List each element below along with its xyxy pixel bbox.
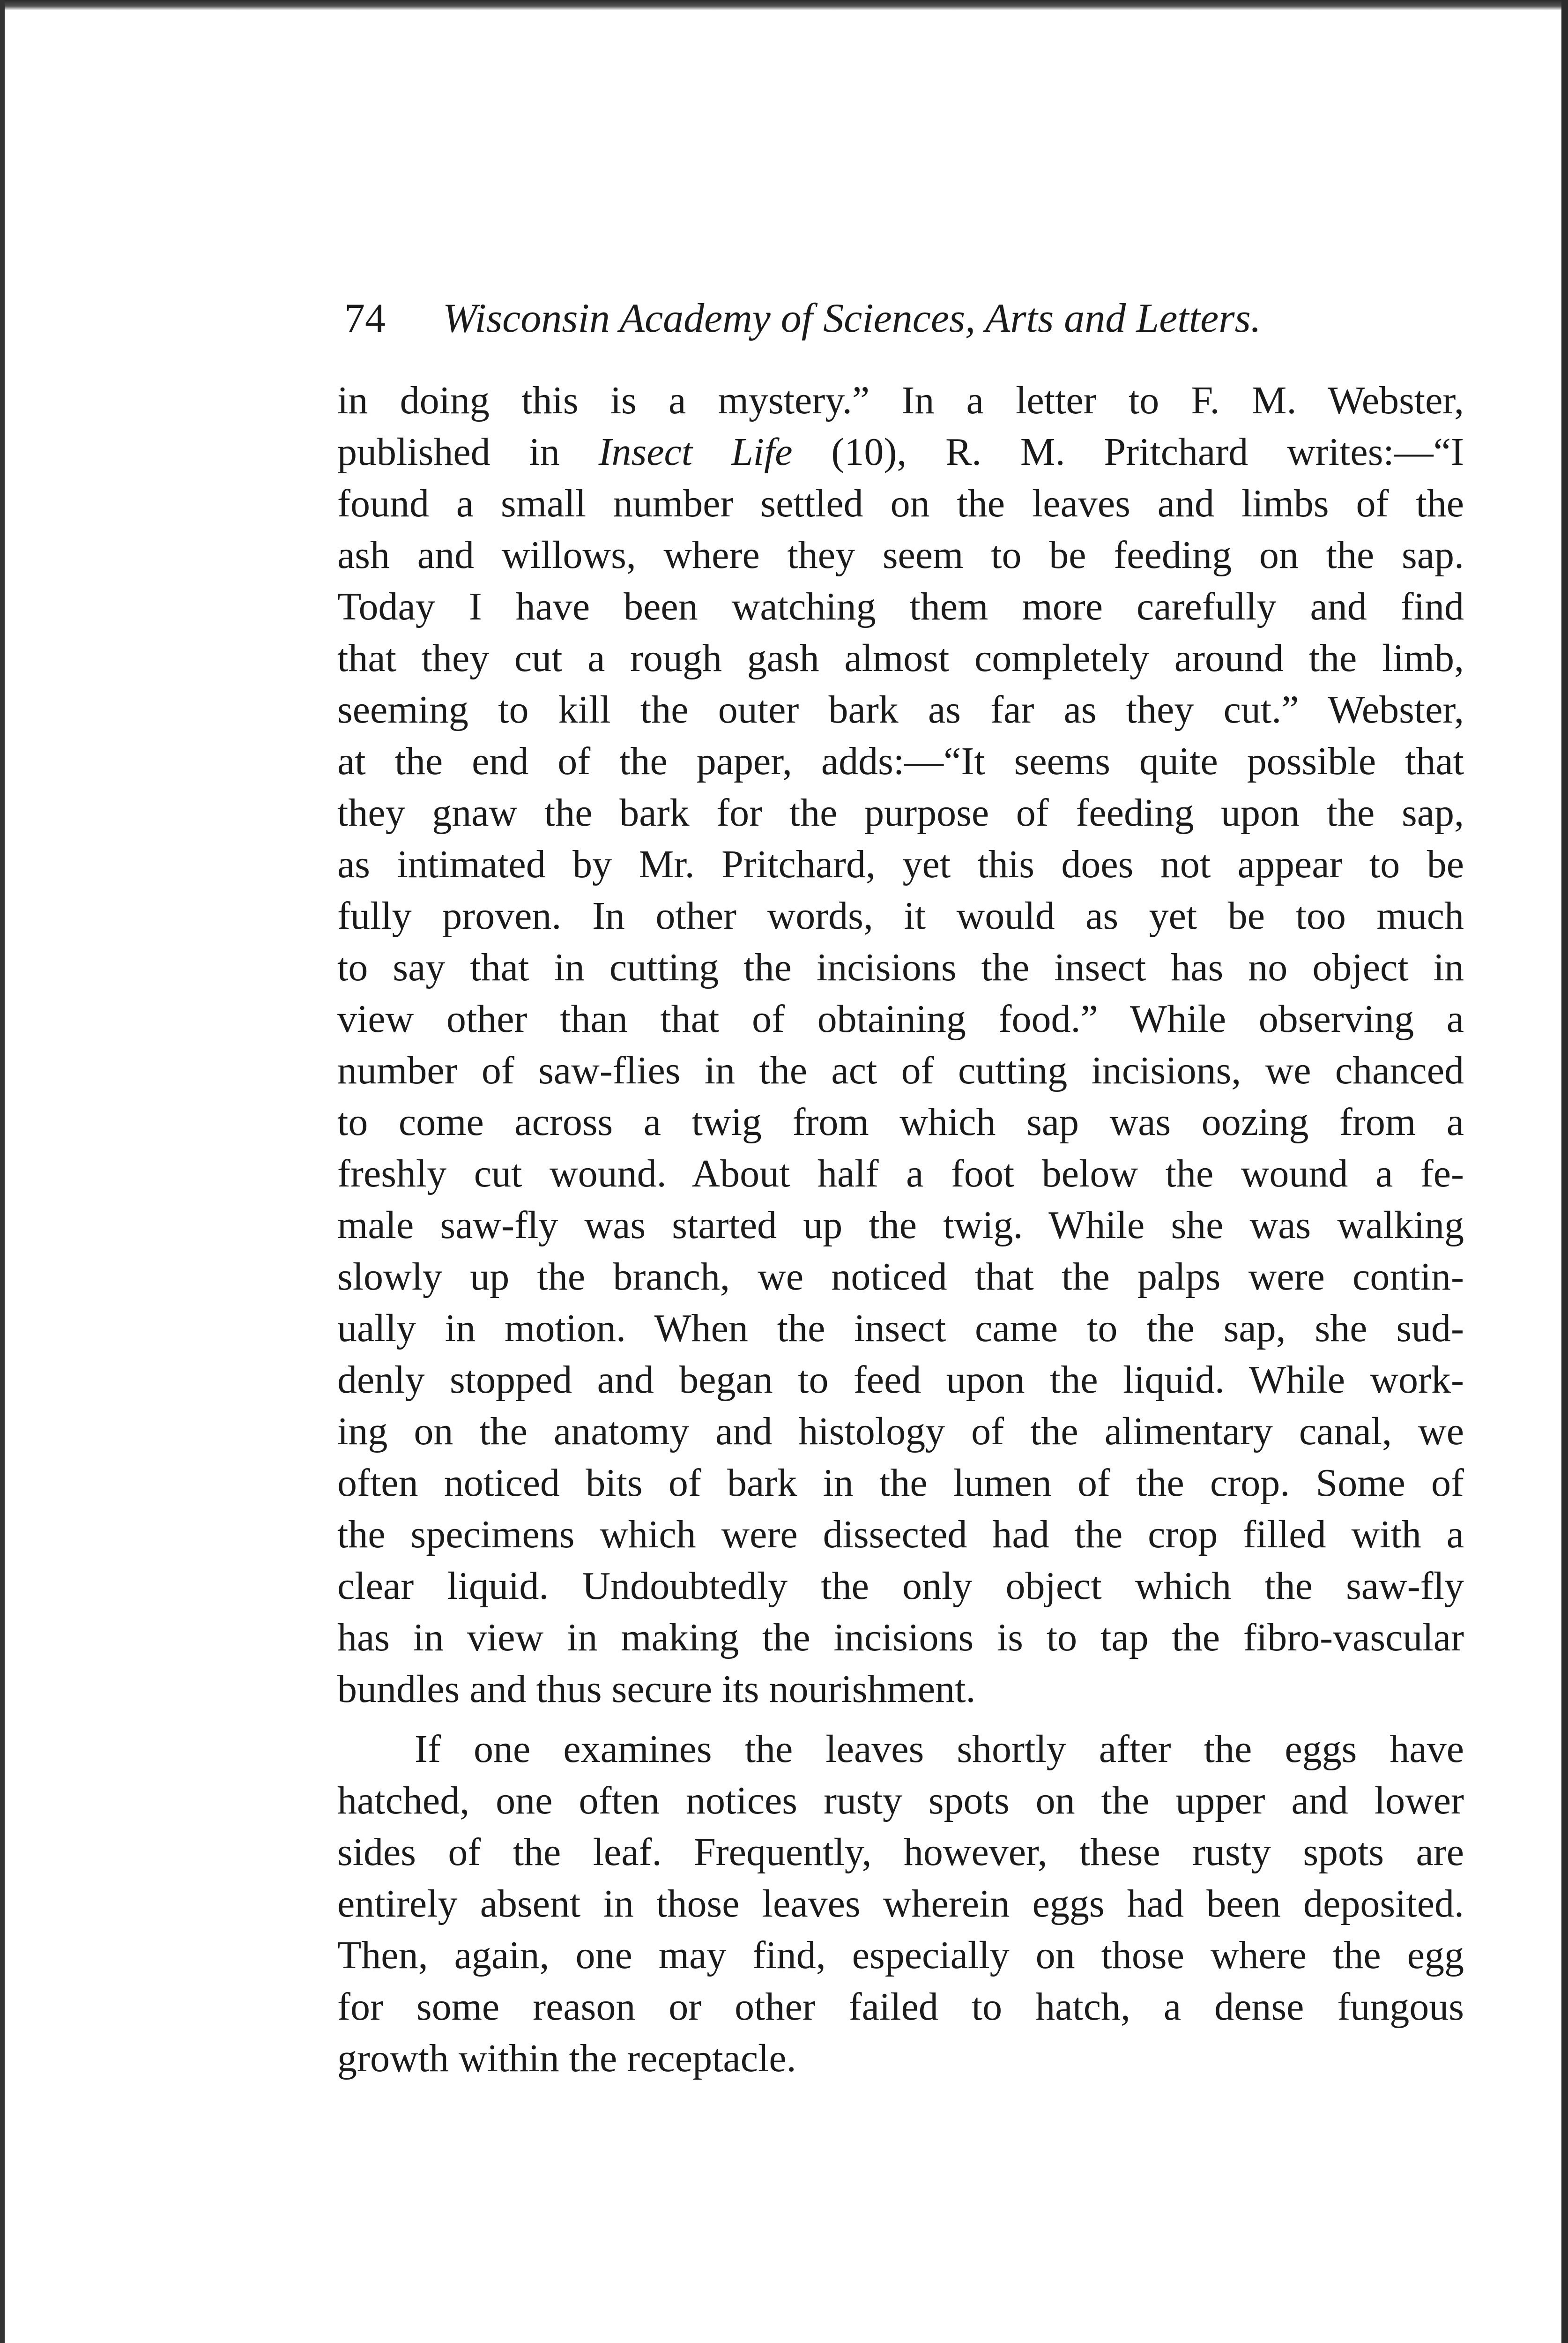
scan-right-edge (1561, 0, 1568, 2343)
scan-left-edge (0, 0, 5, 2343)
text-line (337, 426, 1464, 478)
text-line: growth within the receptacle. (337, 2037, 796, 2080)
text-line: often noticed bits of bark in the lumen of the crop. Some of (337, 1461, 1464, 1505)
text-line: found a small number settled on the leaves and limbs of the (337, 482, 1464, 525)
page-number: 74 (344, 296, 386, 341)
text-line: sides of the leaf. Frequently, however, these rusty spots are (337, 1830, 1464, 1874)
journal-title: Wisconsin Academy of Sciences, Arts and Letters. (443, 296, 1261, 341)
text-line: ash and willows, where they seem to be feeding on the sap. (337, 533, 1464, 577)
text-line: hatched, one often notices rusty spots on the upper and lower (337, 1779, 1464, 1822)
text-line: number of saw-flies in the act of cutting incisions, we chanced (337, 1049, 1464, 1092)
text-line: in doing this is a mystery.” In a letter to F. M. Webster, (337, 379, 1464, 422)
text-line: they gnaw the bark for the purpose of feeding upon the sap, (337, 791, 1464, 835)
text-line: view other than that of obtaining food.” While observing a (337, 997, 1464, 1041)
scan-top-edge (0, 0, 1568, 10)
text-line: clear liquid. Undoubtedly the only object which the saw-fly (337, 1564, 1464, 1608)
italic-journal-reference: Insect Life (598, 430, 793, 474)
text-line: If one examines the leaves shortly after the eggs have (415, 1727, 1464, 1771)
paragraph-1 (337, 375, 1464, 1715)
text-line: as intimated by Mr. Pritchard, yet this does not appear to be (337, 843, 1464, 886)
text-line: the specimens which were dissected had the crop filled with a (337, 1513, 1464, 1556)
text-fragment: published in (337, 430, 599, 474)
text-fragment: (10), R. M. Pritchard writes:—“I (792, 430, 1464, 474)
text-line: denly stopped and began to feed upon the liquid. While work- (337, 1358, 1464, 1402)
text-line: Today I have been watching them more carefully and find (337, 585, 1464, 628)
text-line: entirely absent in those leaves wherein eggs had been deposited. (337, 1882, 1464, 1925)
text-line: for some reason or other failed to hatch, a dense fungous (337, 1985, 1464, 2029)
text-line: has in view in making the incisions is to tap the fibro-vascular (337, 1616, 1464, 1659)
text-line: Then, again, one may find, especially on those where the egg (337, 1933, 1464, 1977)
text-line: that they cut a rough gash almost completely around the limb, (337, 636, 1464, 680)
text-line: to say that in cutting the incisions the insect has no object in (337, 946, 1464, 989)
paragraph-2 (337, 1724, 1464, 2084)
text-line: ually in motion. When the insect came to the sap, she sud- (337, 1306, 1464, 1350)
text-line: seeming to kill the outer bark as far as they cut.” Webster, (337, 688, 1464, 731)
text-line: fully proven. In other words, it would as yet be too much (337, 894, 1464, 938)
text-line: bundles and thus secure its nourishment. (337, 1667, 976, 1711)
text-line: freshly cut wound. About half a foot below the wound a fe- (337, 1152, 1464, 1195)
running-head (344, 288, 1375, 349)
text-line: ing on the anatomy and histology of the alimentary canal, we (337, 1410, 1464, 1453)
text-line: male saw-fly was started up the twig. While she was walking (337, 1203, 1464, 1247)
text-line: slowly up the branch, we noticed that the palps were contin- (337, 1255, 1464, 1298)
body-text (337, 375, 1464, 2084)
text-line: to come across a twig from which sap was oozing from a (337, 1100, 1464, 1144)
text-line: at the end of the paper, adds:—“It seems quite possible that (337, 739, 1464, 783)
